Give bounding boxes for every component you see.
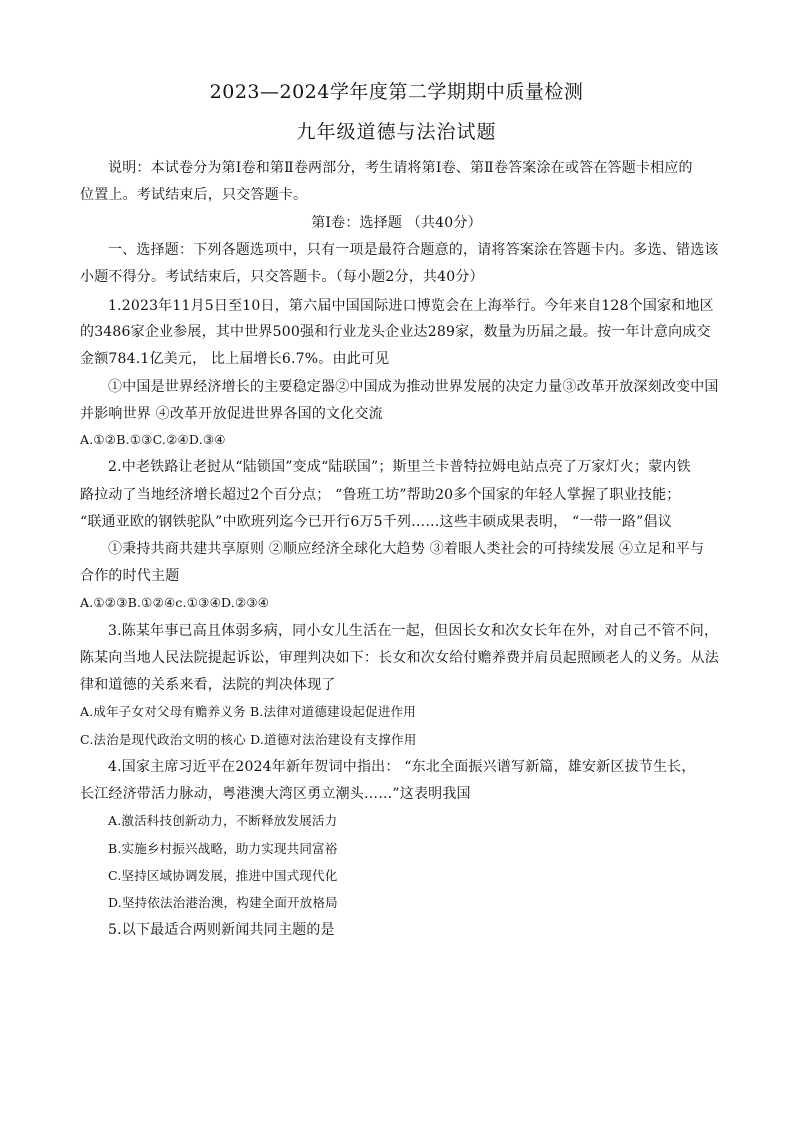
part1-intro-line-1: 一、选择题：下列各题选项中，只有一项是最符合题意的，请将答案涂在答题卡内。多选、错选该 (108, 242, 719, 258)
q2-statements-line-2: 合作的时代主题 (80, 568, 180, 584)
q4-option-c: C.坚持区域协调发展，推进中国式现代化 (108, 868, 338, 883)
q3-line-3: 律和道德的关系来看，法院的判决体现了 (80, 677, 336, 693)
q4-line-1: 4.国家主席习近平在2024年新年贺词中指出： “东北全面振兴谱写新篇，雄安新区拔节生长， (108, 759, 696, 775)
q1-statements-line-1: ①中国是世界经济增长的主要稳定器②中国成为推动世界发展的决定力量③改革开放深刻改变中国 (108, 379, 719, 395)
q4-option-d: D.坚持依法治港治澳，构建全面开放格局 (108, 895, 338, 910)
q1-line-2: 的3486家企业参展，其中世界500强和行业龙头企业达289家，数量为历届之最。按一年计意向成交 (80, 324, 711, 340)
instructions-line-2: 位置上。考试结束后，只交答题卡。 (80, 187, 308, 203)
q1-statements-line-2: 并影响世界 ④改革开放促进世界各国的文化交流 (80, 406, 383, 422)
q2-line-1: 2.中老铁路让老挝从“陆锁国”变成“陆联国”；斯里兰卡普特拉姆电站点亮了万家灯火；蒙内铁 (108, 459, 691, 475)
q4-line-2: 长江经济带活力脉动，粤港澳大湾区勇立潮头……”这表明我国 (80, 786, 471, 802)
q1-options: A.①②B.①③C.②④D.③④ (80, 432, 226, 447)
part1-heading: 第Ⅰ卷：选择题 （共40分） (311, 215, 482, 231)
exam-subject: 九年级道德与法治试题 (296, 121, 497, 143)
exam-title: 2023—2024学年度第二学期期中质量检测 (209, 81, 584, 103)
q1-line-1: 1.2023年11月5日至10日，第六届中国国际进口博览会在上海举行。今年来自128个国家和地区 (108, 298, 714, 314)
q4-option-b: B.实施乡村振兴战略，助力实现共同富裕 (108, 841, 338, 856)
q2-options: A.①②③B.①②④c.①③④D.②③④ (80, 595, 270, 610)
q3-options-a-b: A.成年子女对父母有赡养义务 B.法律对道德建设起促进作用 (80, 704, 416, 719)
q3-options-c-d: C.法治是现代政治文明的核心 D.道德对法治建设有支撑作用 (80, 732, 417, 747)
q3-line-2: 陈某向当地人民法院提起诉讼，审理判决如下：长女和次女给付赡养费并肩员起照顾老人的义务。从法 (80, 650, 719, 666)
q2-statements-line-1: ①秉持共商共建共享原则 ②顺应经济全球化大趋势 ③着眼人类社会的可持续发展 ④立足和平与 (108, 541, 705, 557)
q1-line-3: 金额784.1亿美元， 比上届增长6.7%。由此可见 (80, 351, 390, 367)
q2-line-2: 路拉动了当地经济增长超过2个百分点； “鲁班工坊”帮助20多个国家的年轻人掌握了职业技能； (80, 487, 681, 503)
q5-line-1: 5.以下最适合两则新闻共同主题的是 (108, 922, 335, 938)
q2-line-3: “联通亚欧的钢铁驼队”中欧班列迄今已开行6万5千列……这些丰硕成果表明， “一带一路”倡议 (80, 514, 672, 530)
q4-option-a: A.激活科技创新动力，不断释放发展活力 (108, 813, 338, 828)
part1-intro-line-2: 小题不得分。考试结束后，只交答题卡。（每小题2分，共40分） (80, 269, 484, 285)
instructions-line-1: 说明：本试卷分为第Ⅰ卷和第Ⅱ卷两部分，考生请将第Ⅰ卷、第Ⅱ卷答案涂在或答在答题卡相应的 (108, 160, 693, 176)
q3-line-1: 3.陈某年事已高且体弱多病，同小女儿生活在一起，但因长女和次女长年在外，对自己不管不问， (108, 623, 719, 639)
